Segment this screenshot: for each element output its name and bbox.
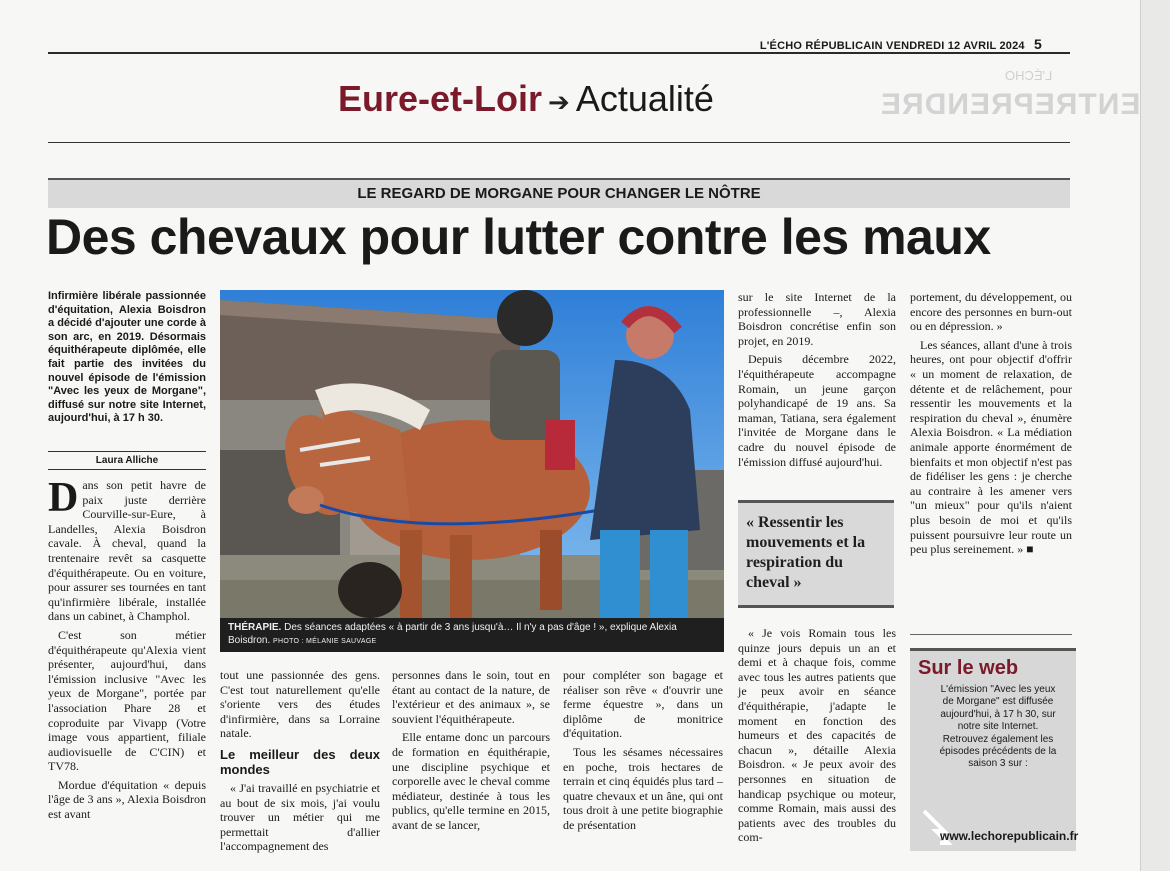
col5-bottom-p: « Je vois Romain tous les quinze jours depuis un an et demi et à chaque fois, comme avec tous les autres patients que je peux avoir en séance d'équithérapie, j'adapte le moment en fonction des humeurs et des capacités de chacun », détaille Alexia Boisdron. « Je peux avoir des personnes en situation de handicap psychique ou moteur, comme Romain, mais aussi des patients avec des troubles du com-: [738, 626, 896, 845]
byline: Laura Alliche: [48, 451, 206, 470]
paper-name: L'ÉCHO RÉPUBLICAIN: [759, 40, 883, 52]
show-through-small: L'ÉCHO: [1005, 68, 1053, 83]
photo-credit: PHOTO : MÉLANIE SAUVAGE: [273, 638, 377, 645]
col1-p2: C'est son métier d'équithérapeute qu'Alexia vient présenter, aujourd'hui, dans l'émission inclusive "Avec les yeux de Morgane", portée par l'association Phare 28 et coproduite par Vivapp (Votre image vous appartient, filiale audiovisuelle de C'CIN) et TV78.: [48, 627, 206, 774]
website-url[interactable]: www.lechorepublicain.fr: [940, 829, 1079, 843]
col6-p2: Les séances, allant d'une à trois heures, ont pour objectif d'offrir « un moment de relaxation, de détente et de relâchement, pour ressentir les mouvements et la respiration du cheval », énumère Alexia Boisdron. « La médiation animale apporte énormément de bienfaits et mon objectif n'est pas de fidéliser les gens : je cherche au contraire à les amener vers "un mieux" pour qu'ils n'aient plus besoin de moi et qu'ils puissent poursuivre leur route un peu plus sereinement. » ■: [910, 337, 1072, 557]
web-box-rule: [910, 634, 1072, 635]
section-place: Eure-et-Loir: [338, 78, 543, 119]
col6-p1: portement, du développement, ou encore des personnes en burn-out ou en dépression. »: [910, 290, 1072, 334]
article-column-1: [48, 475, 206, 826]
subheading: Le meilleur des deux mondes: [220, 746, 380, 777]
col5-p2: Depuis décembre 2022, l'équithérapeute accompagne Romain, un jeune garçon polyhandicapé de 19 ans. Sa maman, Tatiana, sera également l'invitée de Morgane dans le cadre du nouvel épisode de l'émission diffusé aujourd'hui.: [738, 352, 896, 469]
web-box-body: L'émission "Avec les yeux de Morgane" est diffusée aujourd'hui, à 17 h 30, sur notre site Internet. Retrouvez également les épisodes précédents de la saison 3 sur :: [939, 684, 1057, 770]
article-column-5-bottom: [738, 626, 896, 849]
article-photo: [220, 290, 724, 652]
article-column-3: [392, 668, 550, 837]
col5-p1: sur le site Internet de la professionnelle –, Alexia Boisdron concrétise enfin son projet, en 2019.: [738, 290, 896, 348]
show-through-text: ENTREPRENDRE: [880, 88, 1141, 121]
standfirst: Infirmière libérale passionnée d'équitation, Alexia Boisdron a décidé d'ajouter une corde à son arc, en 2019. Désormais équithérapeute diplômée, elle fait partie des invitées du nouvel épisode de l'émission "Avec les yeux de Morgane", diffusé sur notre site Internet, aujourd'hui, à 17 h 30.: [48, 290, 206, 425]
article-column-5-top: [738, 290, 896, 473]
col4-p2: Tous les sésames nécessaires en poche, trois hectares de terrain et cinq équidés plus tard – quatre chevaux et un âne, qui ont tous droit à une petite biographie de présentation: [563, 744, 723, 832]
section-title: [338, 78, 714, 120]
caption-text: Des séances adaptées « à partir de 3 ans jusqu'à… Il n'y a pas d'âge ! », explique Alexia Boisdron.: [228, 622, 677, 646]
running-head: [760, 36, 1042, 52]
article-column-2: [220, 668, 380, 858]
arrow-right-icon: ➔: [548, 87, 570, 117]
col4-p1: pour compléter son bagage et réaliser son rêve « d'ouvrir une ferme équestre », dans un diplôme de monitrice d'équitation.: [563, 668, 723, 741]
col3-p2: Elle entame donc un parcours de formation en équithérapie, une discipline psychique et corporelle avec le cheval comme médiateur, destinée à tous les publics, qu'elle termine en 2015, avant de se lancer,: [392, 730, 550, 832]
article-column-4: [563, 668, 723, 837]
page-edge: [1140, 0, 1170, 871]
col2-p2: « J'ai travaillé en psychiatrie et au bout de six mois, j'ai voulu trouver un métier qui me permettait d'allier l'accompagnement des: [220, 780, 380, 854]
caption-label: THÉRAPIE.: [228, 622, 282, 633]
web-box: [910, 648, 1079, 851]
col2-p1: tout une passionnée des gens. C'est tout naturellement qu'elle s'oriente vers des études d'infirmière, dans sa Lorraine natale.: [220, 668, 380, 741]
photo-caption: [220, 618, 724, 652]
header-rule: [48, 52, 1070, 54]
col1-p3: Mordue d'équitation « depuis l'âge de 3 ans », Alexia Boisdron est avant: [48, 777, 206, 822]
horse-therapy-photo: [220, 290, 724, 652]
kicker: LE REGARD DE MORGANE POUR CHANGER LE NÔTRE: [48, 178, 1070, 208]
drop-cap: D: [48, 475, 79, 521]
page-number: 5: [1034, 36, 1042, 52]
section-rule: [48, 142, 1070, 143]
col1-p1: ans son petit havre de paix juste derrière Courville-sur-Eure, à Landelles, Alexia Boisdron cavale. À cheval, quand la trentenaire revêt sa casquette d'équithérapeute. Ou en voiture, pour assurer ses tournées en tant qu'infirmière libérale, installée dans un cabinet, à Champhol.: [48, 478, 206, 624]
headline: Des chevaux pour lutter contre les maux: [46, 209, 991, 265]
section-name: Actualité: [575, 78, 714, 119]
pull-quote: « Ressentir les mouvements et la respiration du cheval »: [738, 500, 894, 608]
col3-p1: personnes dans le soin, tout en étant au contact de la nature, de l'extérieur et des animaux », se souvient l'équithérapeute.: [392, 668, 550, 726]
article-column-6: [910, 290, 1072, 561]
issue-date: VENDREDI 12 AVRIL 2024: [886, 40, 1025, 52]
web-box-title: Sur le web: [918, 657, 1019, 679]
